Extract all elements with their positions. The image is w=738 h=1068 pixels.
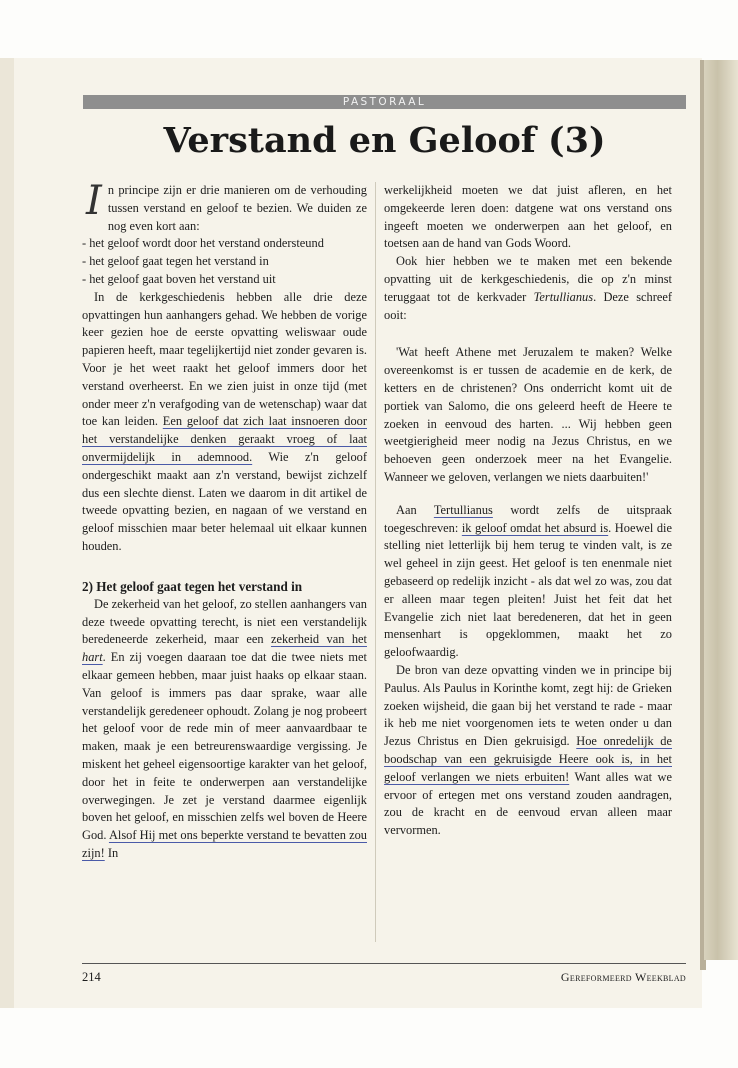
underlined-passage: zekerheid van het hart — [82, 632, 367, 665]
publication-name: Gereformeerd Weekblad — [560, 970, 686, 984]
list-item: - het geloof gaat tegen het verstand in — [82, 254, 269, 269]
paragraph-tertullianus: Ook hier hebben we te maken met een bekende opvatting uit de kerkgeschiedenis, die op z'n minst teruggaat tot de kerkvader Tertullianus. Deze schreef ooit: — [384, 254, 672, 322]
intro-paragraph: In principe zijn er drie manieren om de verhouding tussen verstand en geloof te bezien. We duiden ze nog even kort aan: — [86, 178, 367, 233]
column-divider — [375, 182, 376, 942]
left-column — [82, 178, 368, 863]
section-heading: 2) Het geloof gaat tegen het verstand in — [82, 578, 303, 594]
underlined-passage: Hoe onredelijk de boodschap van een gekruisigde Heere ook is, in het geloof verlangen we niets erbuiten! — [384, 734, 672, 784]
underlined-passage: Een geloof dat zich laat insnoeren door het verstandelijke denken geraakt vroeg of laat onvermijdelijk in ademnood. — [82, 414, 367, 464]
paragraph-history: In de kerkgeschiedenis hebben alle drie deze opvattingen hun aanhangers gehad. We hebben de vorige keer gezien hoe de eerste opvatting weliswaar oude papieren heeft, maar tegelijkertijd niet zonder gevaren is. Voor je het weet raakt het geloof immers door het verstand overheerst. En we zien juist in onze tijd (met onder meer z'n verafgoding van de wetenschap) waar dat toe kan leiden. Een geloof dat zich laat insnoeren door het verstandelijke denken geraakt vroeg of laat onvermijdelijk in ademnood. Wie z'n geloof ondergeschikt maakt aan z'n verstand, bewijst zichzelf dus een slechte dienst. Laten we daarom in dit artikel de tweede opvatting bezien, en nagaan of we verstand en geloof misschien maar beter helemaal uit elkaar kunnen houden. — [82, 289, 368, 553]
footer-rule — [82, 963, 686, 964]
page-edge-left — [0, 58, 14, 1008]
underlined-passage: Alsof Hij met ons beperkte verstand te bevatten zou zijn! — [82, 828, 367, 860]
article-title: Verstand en Geloof (3) — [163, 120, 606, 161]
drop-cap: I — [86, 178, 102, 224]
list-item: - het geloof gaat boven het verstand uit — [82, 271, 276, 286]
list-item: - het geloof wordt door het verstand ondersteund — [82, 236, 324, 251]
page-edge-right — [704, 60, 738, 960]
quote-block: 'Wat heeft Athene met Jeruzalem te maken? Welke overeenkomst is er tussen de academie en de kerk, de ketters en de christenen? Ons onderricht komt uit de portiek van Salomo, die ons geleerd heeft de Heere te zoeken in eenvoud des harten. ... Wij hebben geen weetgierigheid meer nodig na Jezus Christus, en we behoeven geen onderzoek meer na het Evangelie. Wanneer we geloven, verlangen we niets daarbuiten!' — [384, 345, 672, 484]
section-label: PASTORAAL — [83, 95, 686, 109]
paragraph-paulus: De bron van deze opvatting vinden we in principe bij Paulus. Als Paulus in Korinthe komt, zegt hij: de Grieken zoeken wijsheid, die gaan bij het verstand te rade - maar ik heb me niet voorgenomen iets te weten onder u dan Jezus Christus en Dien gekruisigd. Hoe onredelijk de boodschap van een gekruisigde Heere ook is, in het geloof verlangen we niets erbuiten! Want alles wat we ervoor of ertegen met ons verstand zouden aandragen, zou de kracht en de eenvoud ervan alleen maar vervormen. — [384, 662, 672, 838]
paragraph-absurd: Aan Tertullianus wordt zelfs de uitspraak toegeschreven: ik geloof omdat het absurd is. Hoewel die stelling niet letterlijk bij hem terug te vinden valt, is ze wel geheel in zijn geest. Het geloof is ten enenmale niet gebaseerd op redelijk inzicht - als dat wel zo was, zou dat er alleen maar tegen pleiten! Juist het feit dat het Evangelie zich niet laat beredeneren, dat het in geen mensenhart is opgeklommen, maakt het zo geloofwaardig. — [384, 502, 672, 660]
page-number: 214 — [82, 970, 101, 984]
paragraph-continuation: werkelijkheid moeten we dat juist afleren, en het omgekeerde leren doen: datgene wat ons verstand ons ingeeft moeten we onderwerpen aan het geloof, en toetsen aan de hand van Gods Woord. — [384, 183, 672, 251]
right-column — [384, 182, 672, 840]
paragraph-certainty: De zekerheid van het geloof, zo stellen aanhangers van deze tweede opvatting terecht, is niet een verstandelijk beredeneerde zekerheid, maar een zekerheid van het hart. En zij voegen daaraan toe dat die twee niets met elkaar gemeen hebben, maar juist haaks op elkaar staan. Van geloof is immers pas daar sprake, waar alle verstandelijk geredeneer ophoudt. Zolang je nog probeert het geloof voor de rede min of meer aanvaardbaar te maken, maak je een betreurenswaardige vergissing. Je miskent het geheel eigensoortige karakter van het geloof, door het in feite te onderwerpen aan verstandelijke overwegingen. Je zet je verstand daarmee eigenlijk boven het geloof, en misschien zelfs wel boven de Heere God. Alsof Hij met ons beperkte verstand te bevatten zou zijn! In — [82, 596, 367, 860]
underlined-passage: ik geloof omdat het absurd is — [461, 520, 609, 535]
